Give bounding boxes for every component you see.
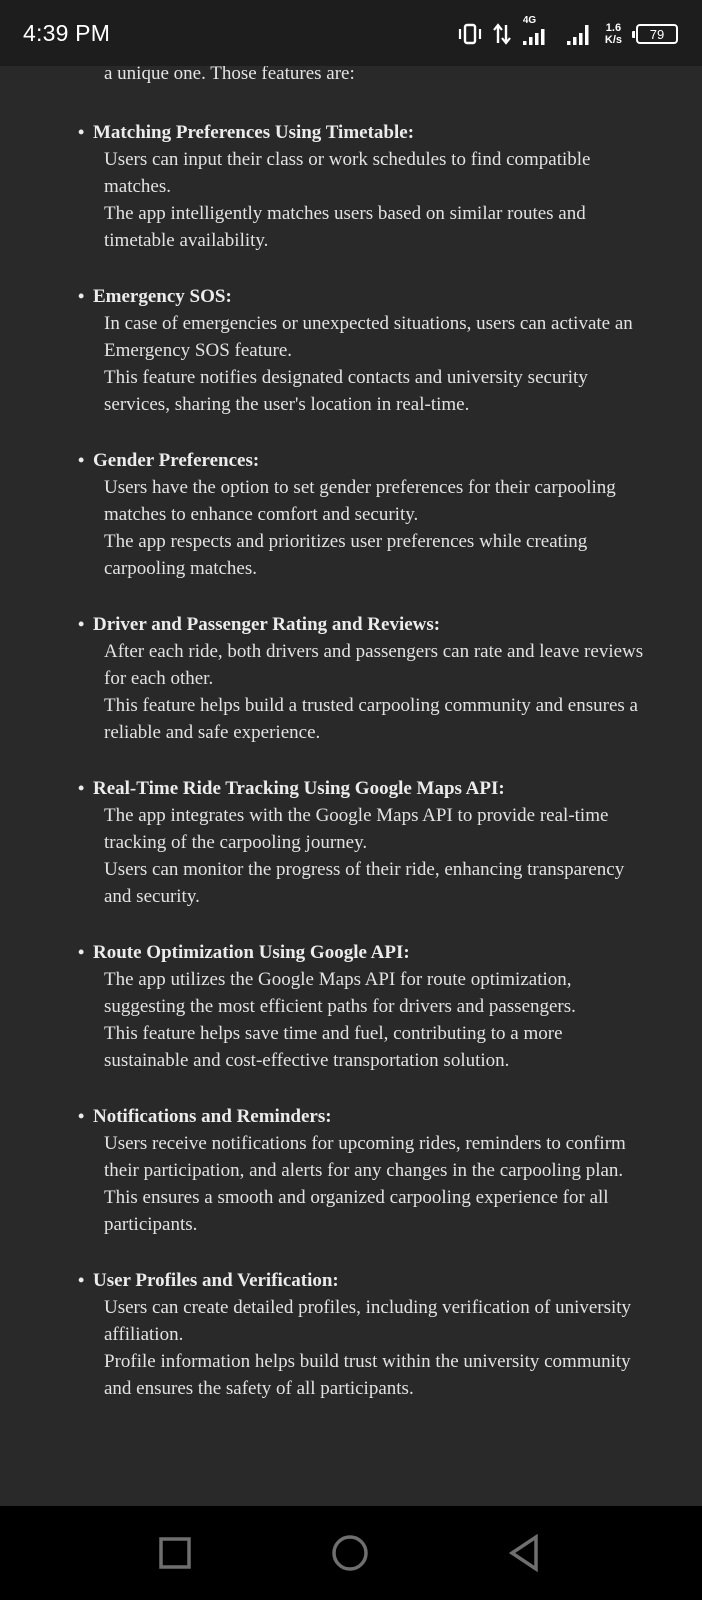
feature-paragraph: After each ride, both drivers and passengers can rate and leave reviews for each other. [104,641,644,689]
feature-paragraph: This ensures a smooth and organized carpooling experience for all participants. [104,1187,609,1235]
back-button[interactable] [505,1533,545,1573]
feature-paragraph: The app respects and prioritizes user preferences while creating carpooling matches. [104,531,588,579]
network-speed-unit: K/s [604,34,622,46]
feature-paragraph: Profile information helps build trust within the university community and ensures the safety of all participants. [104,1351,631,1399]
feature-item [0,447,702,582]
network-speed [605,22,622,46]
recent-apps-button[interactable] [155,1533,195,1573]
feature-paragraph: The app utilizes the Google Maps API for route optimization, suggesting the most efficient paths for drivers and passengers. [104,969,576,1017]
feature-heading [0,1267,702,1294]
feature-item [0,119,702,254]
signal-icon [521,15,555,47]
status-time: 4:39 PM [23,20,111,46]
bullet-icon: • [78,286,85,306]
network-type-label: 4G [522,15,537,26]
intro-text: a unique one. Those features are: [104,66,355,84]
feature-heading [0,283,702,310]
feature-item [0,775,702,910]
navigation-bar [0,1506,702,1600]
status-icons [457,16,678,52]
feature-heading [0,119,702,146]
feature-title: User Profiles and Verification: [93,1270,339,1291]
feature-item [0,1267,702,1402]
feature-item [0,1103,702,1238]
feature-item [0,611,702,746]
bullet-icon: • [78,1270,85,1290]
bullet-icon: • [78,1106,85,1126]
feature-heading [0,939,702,966]
feature-title: Notifications and Reminders: [93,1106,332,1127]
back-icon [508,1534,542,1572]
feature-paragraph: Users can create detailed profiles, including verification of university affiliation. [104,1297,632,1345]
feature-paragraph: Users have the option to set gender preferences for their carpooling matches to enhance comfort and security. [104,477,616,525]
feature-paragraph: Users can monitor the progress of their ride, enhancing transparency and security. [104,859,625,907]
bullet-icon: • [78,614,85,634]
bullet-icon: • [78,942,85,962]
feature-title: Gender Preferences: [93,450,260,471]
data-transfer-icon [493,23,511,45]
feature-paragraph: This feature helps save time and fuel, contributing to a more sustainable and cost-effective transportation solution. [104,1023,563,1071]
feature-paragraph: This feature helps build a trusted carpooling community and ensures a reliable and safe experience. [104,695,638,743]
feature-paragraph: This feature notifies designated contacts and university security services, sharing the user's location in real-time. [104,367,588,415]
document-view[interactable] [0,66,702,1506]
home-button[interactable] [330,1533,370,1573]
feature-heading [0,1103,702,1130]
feature-title: Route Optimization Using Google API: [93,942,410,963]
signal-icon-2 [565,21,595,47]
bullet-icon: • [78,122,85,142]
feature-paragraph: The app integrates with the Google Maps API to provide real-time tracking of the carpooling journey. [104,805,609,853]
battery-level: 79 [649,26,665,42]
battery-icon [636,24,678,44]
feature-title: Emergency SOS: [93,286,232,307]
feature-paragraph: Users receive notifications for upcoming rides, reminders to confirm their participation, and alerts for any changes in the carpooling plan. [104,1133,626,1181]
bullet-icon: • [78,450,85,470]
feature-item [0,283,702,418]
feature-paragraph: Users can input their class or work schedules to find compatible matches. [104,149,591,197]
feature-heading [0,775,702,802]
feature-title: Matching Preferences Using Timetable: [93,122,415,143]
feature-title: Real-Time Ride Tracking Using Google Maps API: [93,778,505,799]
vibrate-icon [457,23,483,45]
feature-item [0,939,702,1074]
bullet-icon: • [78,778,85,798]
feature-paragraph: The app intelligently matches users based on similar routes and timetable availability. [104,203,586,251]
network-speed-value: 1.6 [605,22,622,34]
recent-apps-icon [158,1536,192,1570]
feature-list [0,119,702,1431]
feature-heading [0,447,702,474]
feature-paragraph: In case of emergencies or unexpected situations, users can activate an Emergency SOS feature. [104,313,633,361]
status-bar [0,0,702,66]
feature-title: Driver and Passenger Rating and Reviews: [93,614,441,635]
feature-heading [0,611,702,638]
home-icon [330,1533,370,1573]
